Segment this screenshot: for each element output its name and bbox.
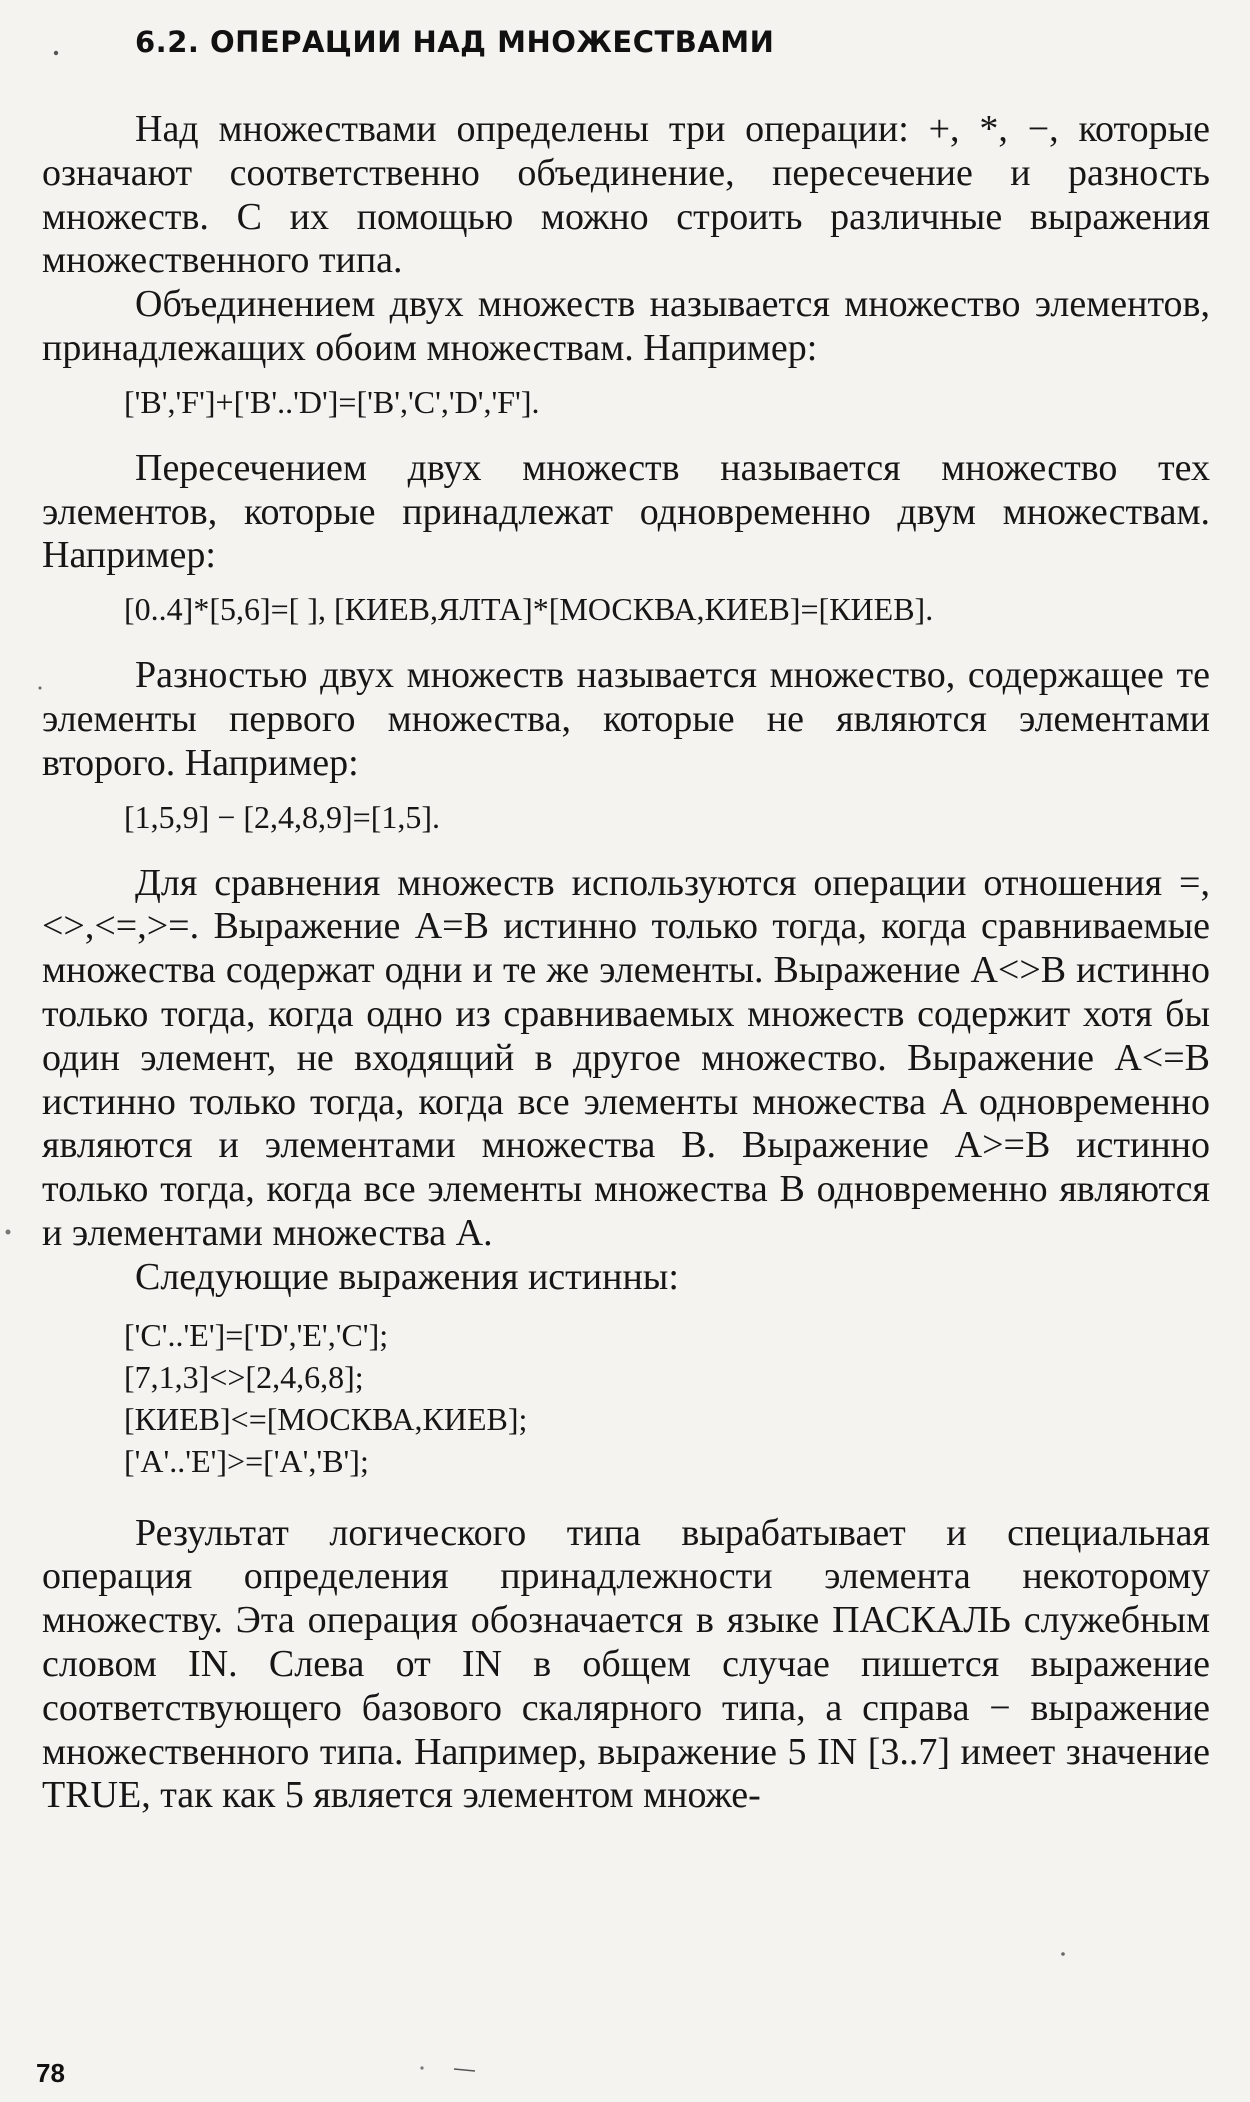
true-expression-item: ['C'..'E']=['D','E','C']; (124, 1316, 389, 1353)
paragraph-true-expressions-intro: Следующие выражения истинны: (135, 1255, 679, 1298)
example-intersection: [0..4]*[5,6]=[ ], [КИЕВ,ЯЛТА]*[МОСКВА,КИЕВ]=[КИЕВ]. (124, 591, 934, 628)
paragraph-in-operation: Результат логического типа вырабатывает и специальная операция определения принадлежности элемента некоторому множеству. Эта операция обозначается в языке ПАСКАЛЬ служебным словом IN. Слева от IN в общем случае пишется выражение соответствующего базового скалярного типа, а справа − выражение множественного типа. Например, выражение 5 IN [3..7] имеет значение TRUE, так как 5 является элементом множе- (42, 1511, 1210, 1817)
page-number: 78 (36, 2058, 65, 2088)
example-union: ['B','F']+['B'..'D']=['B','C','D','F']. (124, 383, 540, 420)
page-body (42, 108, 1210, 1818)
true-expression-item: [КИЕВ]<=[МОСКВА,КИЕВ]; (124, 1400, 528, 1437)
dust-mark (454, 2069, 475, 2071)
dust-speck (420, 2066, 423, 2069)
dust-speck (54, 51, 58, 55)
paragraph-relations: Для сравнения множеств используются операции отношения =,<>,<=,>=. Выражение A=B истинно только тогда, когда сравниваемые множества содержат одни и те же элементы. Выражение A<>B истинно только тогда, когда одно из сравниваемых множеств содержит хотя бы один элемент, не входящий в другое множество. Выражение A<=B истинно только тогда, когда все элементы множества A одновременно являются и элементами множества B. Выражение A>=B истинно только тогда, когда все элементы множества B одновременно являются и элементами множества A. (42, 861, 1210, 1254)
section-heading: 6.2. ОПЕРАЦИИ НАД МНОЖЕСТВАМИ (135, 25, 775, 59)
paragraph-intersection-definition: Пересечением двух множеств называется множество тех элементов, которые принадлежат одновременно двум множествам. Например: (42, 446, 1210, 577)
true-expressions-list (42, 1314, 1210, 1482)
paragraph-difference-definition: Разностью двух множеств называется множество, содержащее те элементы первого множества, которые не являются элементами второго. Например: (42, 654, 1210, 784)
true-expression-item: ['A'..'E']>=['A','B']; (124, 1442, 369, 1479)
true-expression-item: [7,1,3]<>[2,4,6,8]; (124, 1358, 364, 1395)
dust-speck (1061, 1952, 1065, 1956)
paragraph-operations-intro: Над множествами определены три операции: +, *, −, которые означают соответственно объединение, пересечение и разность множеств. С их помощью можно строить различные выражения множественного типа. (42, 108, 1210, 282)
example-difference: [1,5,9] − [2,4,8,9]=[1,5]. (124, 798, 441, 835)
dust-speck (6, 1230, 11, 1235)
paragraph-union-definition: Объединением двух множеств называется множество элементов, принадлежащих обоим множествам. Например: (42, 283, 1210, 369)
